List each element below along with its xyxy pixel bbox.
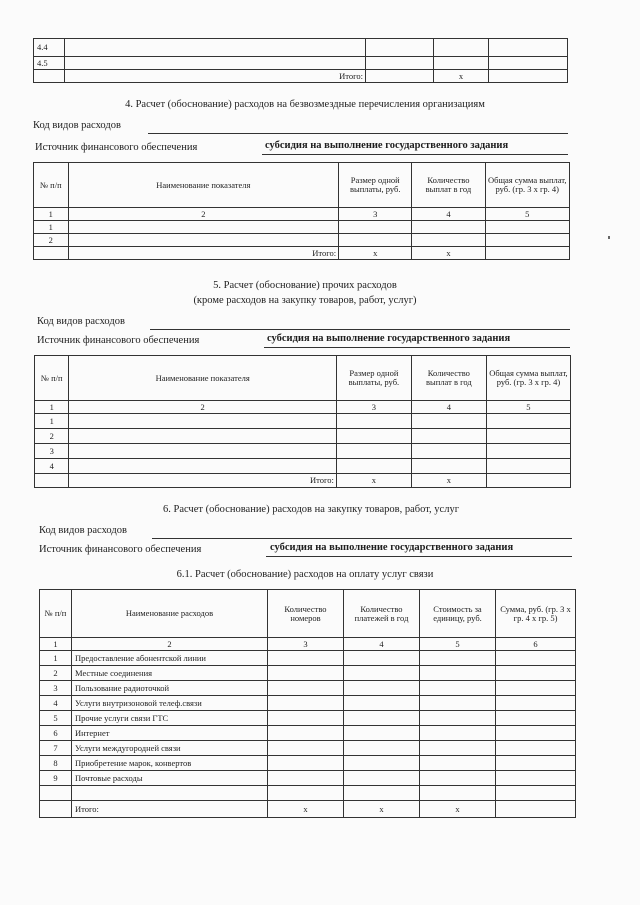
total-cell xyxy=(34,247,69,260)
total-cell xyxy=(485,247,569,260)
table-row xyxy=(40,681,576,696)
table-row xyxy=(35,414,571,429)
row-cell xyxy=(411,414,486,429)
row-name xyxy=(69,444,336,459)
row-cell xyxy=(486,444,570,459)
row-name xyxy=(65,39,366,57)
total-label: Итого: xyxy=(72,801,268,818)
table-row xyxy=(40,726,576,741)
row-cell xyxy=(411,459,486,474)
table-row xyxy=(40,786,576,801)
row-number: 9 xyxy=(40,771,72,786)
row-cell xyxy=(268,771,344,786)
total-cell: х xyxy=(412,247,485,260)
table-row xyxy=(40,696,576,711)
table-row xyxy=(40,741,576,756)
col-number: 5 xyxy=(420,638,496,651)
section5-table xyxy=(34,355,571,488)
col-number: 4 xyxy=(412,208,485,221)
section5-code-label: Код видов расходов xyxy=(37,316,125,327)
row-number: 4 xyxy=(35,459,69,474)
row-number xyxy=(40,786,72,801)
col-number: 3 xyxy=(336,401,411,414)
row-cell xyxy=(344,786,420,801)
row-number: 2 xyxy=(40,666,72,681)
row-name: Услуги междугородней связи xyxy=(72,741,268,756)
section6-source-line xyxy=(266,556,572,557)
row-cell xyxy=(268,726,344,741)
table-row xyxy=(40,756,576,771)
row-number: 3 xyxy=(35,444,69,459)
section6-code-label: Код видов расходов xyxy=(39,525,127,536)
header-row xyxy=(34,163,570,208)
column-number-row xyxy=(34,208,570,221)
row-cell xyxy=(336,444,411,459)
row-cell xyxy=(344,711,420,726)
section5-title-line2: (кроме расходов на закупку товаров, работ, услуг) xyxy=(193,295,417,306)
table-row xyxy=(34,57,568,70)
row-cell xyxy=(485,234,569,247)
row-cell xyxy=(496,681,576,696)
row-cell xyxy=(268,696,344,711)
col-header: Сумма, руб. (гр. 3 х гр. 4 х гр. 5) xyxy=(496,590,576,638)
table-row xyxy=(34,234,570,247)
section4-source-value: субсидия на выполнение государственного задания xyxy=(265,140,509,151)
row-cell xyxy=(344,771,420,786)
row-number: 8 xyxy=(40,756,72,771)
total-row xyxy=(35,474,571,488)
row-number: 5 xyxy=(40,711,72,726)
col-header: Стоимость за единицу, руб. xyxy=(420,590,496,638)
row-cell xyxy=(336,459,411,474)
col-header: Количество платежей в год xyxy=(344,590,420,638)
row-name xyxy=(72,786,268,801)
section6-source-value: субсидия на выполнение государственного задания xyxy=(270,542,514,553)
total-label: Итого: xyxy=(68,247,339,260)
col-header: Наименование показателя xyxy=(68,163,339,208)
row-cell xyxy=(268,666,344,681)
total-cell xyxy=(40,801,72,818)
row-cell xyxy=(339,221,412,234)
section4-source-line xyxy=(262,154,568,155)
row-cell xyxy=(339,234,412,247)
table-row xyxy=(40,711,576,726)
total-cell: х xyxy=(434,70,489,83)
row-cell xyxy=(486,459,570,474)
row-cell xyxy=(366,57,434,70)
row-cell xyxy=(420,666,496,681)
row-cell xyxy=(412,221,485,234)
col-number: 2 xyxy=(69,401,336,414)
row-number: 4 xyxy=(40,696,72,711)
col-number: 5 xyxy=(486,401,570,414)
col-header: Количество номеров xyxy=(268,590,344,638)
section4-source-label: Источник финансового обеспечения xyxy=(35,142,198,153)
row-name: Приобретение марок, конвертов xyxy=(72,756,268,771)
section4-code-label: Код видов расходов xyxy=(33,120,121,131)
section61-table xyxy=(39,589,576,818)
section5-title-line1: 5. Расчет (обоснование) прочих расходов xyxy=(213,280,397,291)
row-name: Интернет xyxy=(72,726,268,741)
row-cell xyxy=(336,429,411,444)
total-row xyxy=(34,70,568,83)
section4-code-line xyxy=(148,133,568,134)
section5-source-label: Источник финансового обеспечения xyxy=(37,335,200,346)
col-header: № п/п xyxy=(35,356,69,401)
total-label-left xyxy=(65,70,296,83)
row-name: Местные соединения xyxy=(72,666,268,681)
col-header: Наименование расходов xyxy=(72,590,268,638)
total-label: Итого: xyxy=(296,70,366,83)
row-cell xyxy=(344,681,420,696)
col-number: 3 xyxy=(268,638,344,651)
row-number: 7 xyxy=(40,741,72,756)
section6-title: 6. Расчет (обоснование) расходов на закупку товаров, работ, услуг xyxy=(162,504,459,515)
row-cell xyxy=(420,756,496,771)
col-number: 5 xyxy=(485,208,569,221)
row-cell xyxy=(496,666,576,681)
col-number: 3 xyxy=(339,208,412,221)
total-cell: х xyxy=(268,801,344,818)
section4-table xyxy=(33,162,570,260)
row-cell xyxy=(496,696,576,711)
col-header: Размер одной выплаты, руб. xyxy=(339,163,412,208)
row-cell xyxy=(268,711,344,726)
table-row xyxy=(40,771,576,786)
col-number: 6 xyxy=(496,638,576,651)
scan-mark xyxy=(608,236,610,239)
row-cell xyxy=(486,414,570,429)
table-row xyxy=(34,39,568,57)
row-cell xyxy=(496,786,576,801)
total-cell: х xyxy=(420,801,496,818)
col-header: Количество выплат в год xyxy=(412,163,485,208)
column-number-row xyxy=(40,638,576,651)
col-number: 4 xyxy=(344,638,420,651)
row-name xyxy=(69,414,336,429)
row-cell xyxy=(496,726,576,741)
table-row xyxy=(40,666,576,681)
row-cell xyxy=(496,741,576,756)
total-cell xyxy=(489,70,568,83)
col-number: 1 xyxy=(40,638,72,651)
row-cell xyxy=(485,221,569,234)
section6-source-label: Источник финансового обеспечения xyxy=(39,544,202,555)
row-cell xyxy=(434,57,489,70)
row-number: 2 xyxy=(35,429,69,444)
row-cell xyxy=(489,57,568,70)
col-number: 1 xyxy=(34,208,69,221)
row-cell xyxy=(489,39,568,57)
continuation-table xyxy=(33,38,568,83)
row-name xyxy=(65,57,366,70)
row-cell xyxy=(268,756,344,771)
row-cell xyxy=(344,651,420,666)
row-cell xyxy=(496,711,576,726)
row-name: Предоставление абонентской линии xyxy=(72,651,268,666)
row-number: 4.4 xyxy=(34,39,65,57)
row-number: 3 xyxy=(40,681,72,696)
row-cell xyxy=(496,651,576,666)
row-cell xyxy=(411,429,486,444)
column-number-row xyxy=(35,401,571,414)
row-cell xyxy=(420,741,496,756)
col-header: Общая сумма выплат, руб. (гр. 3 х гр. 4) xyxy=(486,356,570,401)
row-cell xyxy=(268,651,344,666)
section4-title: 4. Расчет (обоснование) расходов на безвозмездные перечисления организациям xyxy=(125,99,485,110)
row-cell xyxy=(420,681,496,696)
table-row xyxy=(35,444,571,459)
row-cell xyxy=(420,651,496,666)
total-cell xyxy=(34,70,65,83)
row-cell xyxy=(268,741,344,756)
row-cell xyxy=(268,786,344,801)
row-cell xyxy=(336,414,411,429)
section5-source-line xyxy=(264,347,570,348)
total-cell: х xyxy=(336,474,411,488)
row-number: 1 xyxy=(40,651,72,666)
col-header: Общая сумма выплат, руб. (гр. 3 х гр. 4) xyxy=(485,163,569,208)
row-cell xyxy=(268,681,344,696)
row-name: Услуги внутризоновой телеф.связи xyxy=(72,696,268,711)
row-number: 6 xyxy=(40,726,72,741)
header-row xyxy=(40,590,576,638)
header-row xyxy=(35,356,571,401)
row-cell xyxy=(344,726,420,741)
table-row xyxy=(35,429,571,444)
row-name: Пользование радиоточкой xyxy=(72,681,268,696)
total-cell: х xyxy=(344,801,420,818)
col-header: № п/п xyxy=(40,590,72,638)
row-cell xyxy=(344,696,420,711)
col-number: 4 xyxy=(411,401,486,414)
row-cell xyxy=(411,444,486,459)
row-number: 2 xyxy=(34,234,69,247)
row-cell xyxy=(420,786,496,801)
section5-code-line xyxy=(150,329,570,330)
row-cell xyxy=(496,771,576,786)
section61-title: 6.1. Расчет (обоснование) расходов на оплату услуг связи xyxy=(176,569,434,580)
row-name xyxy=(68,221,339,234)
row-cell xyxy=(420,771,496,786)
section5-source-value: субсидия на выполнение государственного задания xyxy=(267,333,511,344)
row-cell xyxy=(434,39,489,57)
col-header: Размер одной выплаты, руб. xyxy=(336,356,411,401)
table-row xyxy=(34,221,570,234)
row-number: 4.5 xyxy=(34,57,65,70)
row-cell xyxy=(344,741,420,756)
col-header: № п/п xyxy=(34,163,69,208)
total-cell xyxy=(496,801,576,818)
row-cell xyxy=(420,726,496,741)
total-cell: х xyxy=(411,474,486,488)
row-name: Почтовые расходы xyxy=(72,771,268,786)
total-row xyxy=(40,801,576,818)
row-name xyxy=(69,459,336,474)
col-number: 2 xyxy=(72,638,268,651)
row-number: 1 xyxy=(34,221,69,234)
row-cell xyxy=(420,696,496,711)
table-row xyxy=(35,459,571,474)
col-header: Наименование показателя xyxy=(69,356,336,401)
total-cell xyxy=(35,474,69,488)
table-row xyxy=(40,651,576,666)
total-row xyxy=(34,247,570,260)
row-cell xyxy=(344,666,420,681)
total-cell xyxy=(366,70,434,83)
row-cell xyxy=(496,756,576,771)
row-name xyxy=(68,234,339,247)
row-cell xyxy=(420,711,496,726)
row-number: 1 xyxy=(35,414,69,429)
row-cell xyxy=(486,429,570,444)
row-cell xyxy=(344,756,420,771)
total-label: Итого: xyxy=(69,474,336,488)
col-header: Количество выплат в год xyxy=(411,356,486,401)
section6-code-line xyxy=(152,538,572,539)
total-cell xyxy=(486,474,570,488)
row-cell xyxy=(366,39,434,57)
row-cell xyxy=(412,234,485,247)
row-name xyxy=(69,429,336,444)
col-number: 1 xyxy=(35,401,69,414)
col-number: 2 xyxy=(68,208,339,221)
row-name: Прочие услуги связи ГТС xyxy=(72,711,268,726)
total-cell: х xyxy=(339,247,412,260)
